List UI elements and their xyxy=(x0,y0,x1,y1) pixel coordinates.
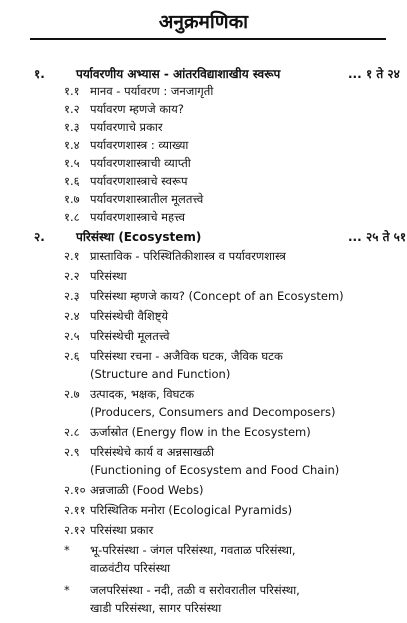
item-text: पर्यावरणशास्त्रातील मूलतत्त्वे xyxy=(90,192,204,206)
chapter-number: २. xyxy=(34,230,45,244)
item-text: (Structure and Function) xyxy=(90,367,231,381)
item-number: २.८ xyxy=(64,425,80,439)
item-text: परिसंस्थेचे कार्य व अन्नसाखळी xyxy=(90,445,214,459)
chapter-pages: १ ते २४ xyxy=(366,67,400,81)
item-number: १.२ xyxy=(64,102,80,116)
item-number: १.७ xyxy=(64,192,80,206)
chapter-dots: ... xyxy=(348,67,362,81)
chapter-title: परिसंस्था (Ecosystem) xyxy=(76,230,202,244)
bullet-star: * xyxy=(64,543,70,557)
item-number: २.३ xyxy=(64,289,80,303)
item-text: परिसंस्थेची वैशिष्ट्ये xyxy=(90,309,169,323)
page-title: अनुक्रमणिका xyxy=(158,11,249,33)
item-text: परिस्थितिक मनोरा (Ecological Pyramids) xyxy=(90,503,293,517)
chapter-dots: ... xyxy=(348,230,362,244)
item-text: परिसंस्था म्हणजे काय? (Concept of an Ecosystem) xyxy=(90,289,344,303)
item-number: १.५ xyxy=(64,156,80,170)
item-text: जलपरिसंस्था - नदी, तळी व सरोवरातील परिसंस्था, xyxy=(90,583,300,597)
item-text: (Functioning of Ecosystem and Food Chain) xyxy=(90,463,340,477)
chapter-pages: २५ ते ५१ xyxy=(366,230,407,244)
item-number: २.७ xyxy=(64,387,80,401)
item-number: २.४ xyxy=(64,309,80,323)
item-text: खाडी परिसंस्था, सागर परिसंस्था xyxy=(90,601,222,615)
item-number: १.८ xyxy=(64,210,80,224)
item-number: २.१ xyxy=(64,249,80,263)
item-number: १.१ xyxy=(64,84,80,98)
item-text: ऊर्जास्रोत (Energy flow in the Ecosystem) xyxy=(90,425,311,439)
item-number: २.६ xyxy=(64,349,80,363)
item-number: २.१२ xyxy=(64,523,86,537)
item-text: पर्यावरणशास्त्राची व्याप्ती xyxy=(90,156,191,170)
chapter-number: १. xyxy=(34,67,45,81)
item-number: २.९ xyxy=(64,445,80,459)
item-text: अन्नजाळी (Food Webs) xyxy=(90,483,204,497)
bullet-star: * xyxy=(64,583,70,597)
item-text: परिसंस्थेची मूलतत्त्वे xyxy=(90,329,170,343)
item-number: २.२ xyxy=(64,269,80,283)
item-text: प्रास्ताविक - परिस्थितिकीशास्त्र व पर्यावरणशास्त्र xyxy=(90,249,286,263)
item-text: परिसंस्था xyxy=(90,269,127,283)
item-text: वाळवंटीय परिसंस्था xyxy=(90,561,171,575)
item-text: मानव - पर्यावरण : जनजागृती xyxy=(90,84,214,98)
item-number: २.५ xyxy=(64,329,80,343)
item-text: पर्यावरणशास्त्र : व्याख्या xyxy=(90,138,189,152)
item-text: उत्पादक, भक्षक, विघटक xyxy=(90,387,195,401)
item-text: पर्यावरणशास्त्राचे स्वरूप xyxy=(90,174,188,188)
item-number: १.४ xyxy=(64,138,80,152)
item-text: परिसंस्था रचना - अजैविक घटक, जैविक घटक xyxy=(90,349,283,363)
chapter-title: पर्यावरणीय अभ्यास - आंतरविद्याशाखीय स्वरूप xyxy=(76,67,281,81)
item-text: पर्यावरणाचे प्रकार xyxy=(90,120,163,134)
item-number: २.११ xyxy=(64,503,86,517)
item-text: (Producers, Consumers and Decomposers) xyxy=(90,405,336,419)
item-text: परिसंस्था प्रकार xyxy=(90,523,154,537)
title-underline xyxy=(30,38,386,40)
item-number: १.६ xyxy=(64,174,80,188)
item-text: भू-परिसंस्था - जंगल परिसंस्था, गवताळ परिसंस्था, xyxy=(90,543,296,557)
item-text: पर्यावरणशास्त्राचे महत्त्व xyxy=(90,210,185,224)
item-number: २.१० xyxy=(64,483,86,497)
item-number: १.३ xyxy=(64,120,80,134)
item-text: पर्यावरण म्हणजे काय? xyxy=(90,102,184,116)
